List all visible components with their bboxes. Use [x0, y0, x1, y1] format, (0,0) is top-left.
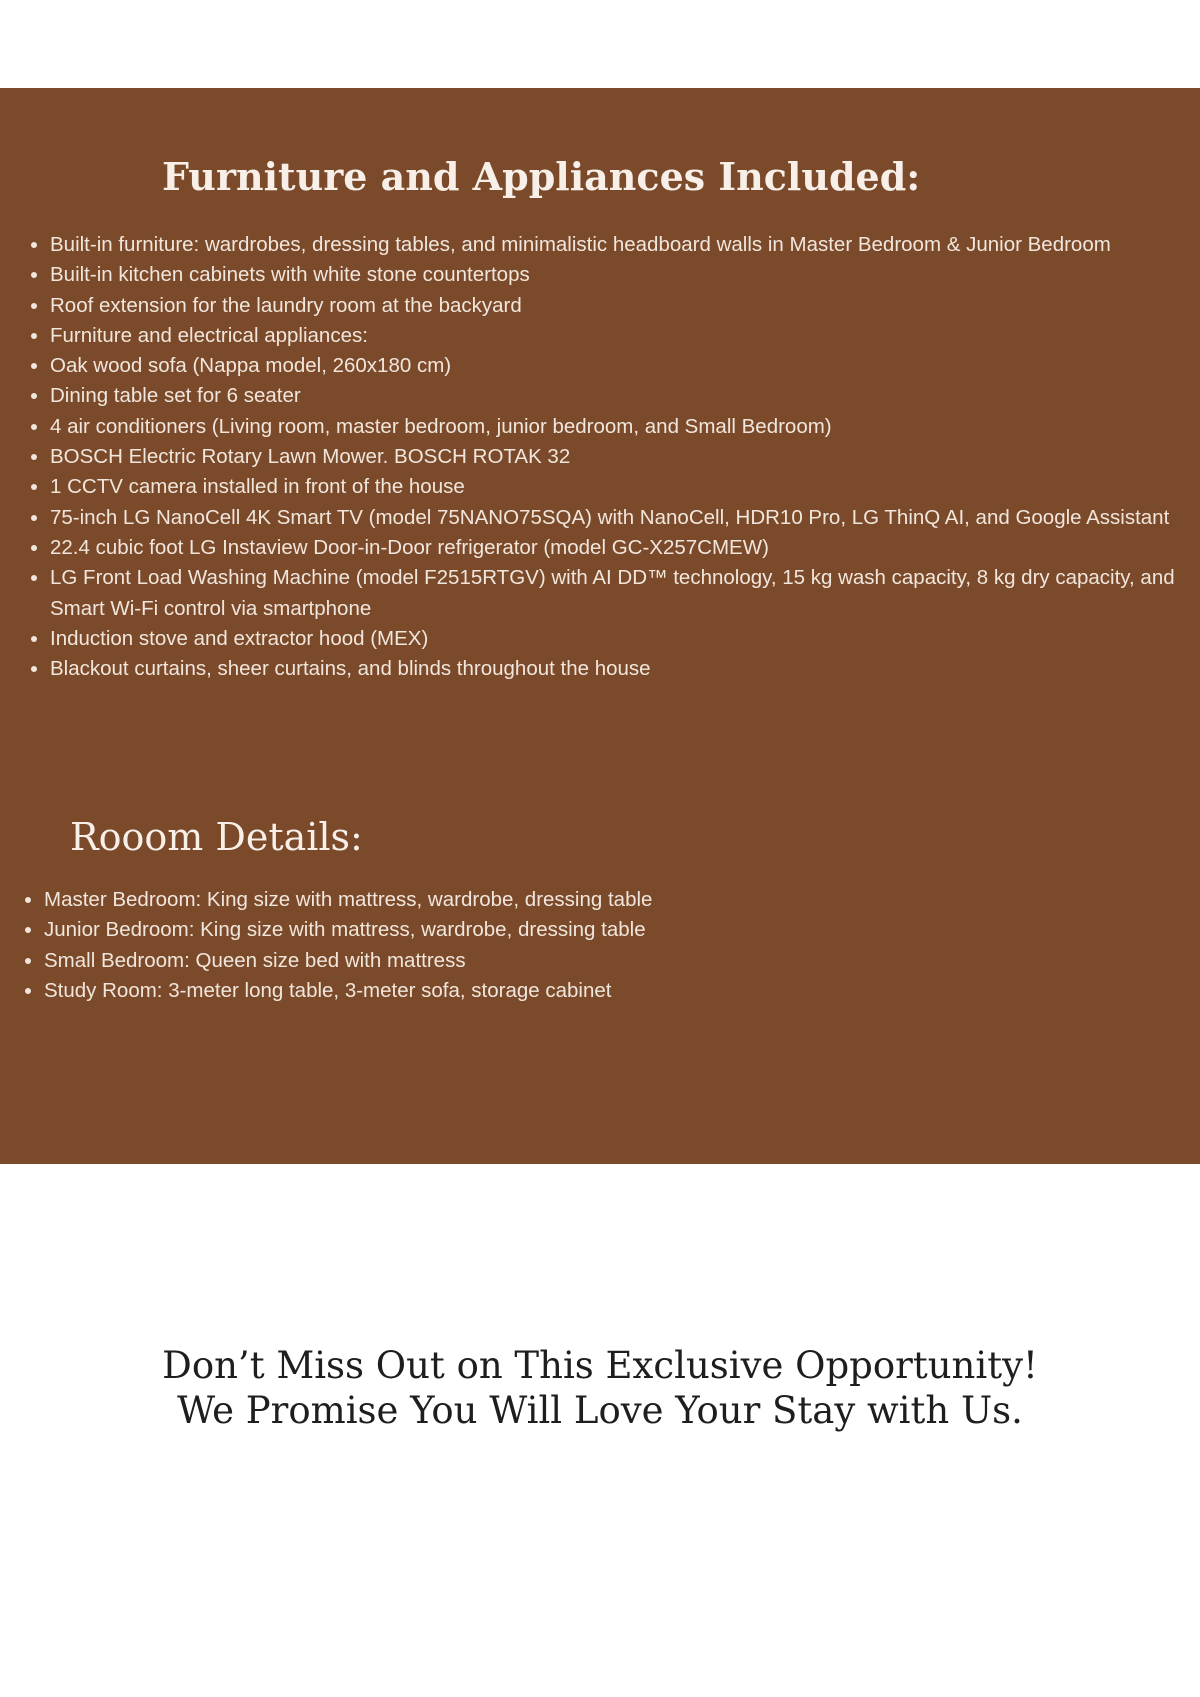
list-item: • Dining table set for 6 seater [50, 381, 1200, 411]
list-item: • Furniture and electrical appliances: [50, 321, 1200, 351]
list-item: • Built-in furniture: wardrobes, dressing tables, and minimalistic headboard walls in Master Bedroom & Junior Bedroom [50, 230, 1200, 260]
list-item: • 1 CCTV camera installed in front of the house [50, 472, 1200, 502]
list-item: • Small Bedroom: Queen size bed with mattress [44, 946, 1194, 976]
list-item: • Roof extension for the laundry room at the backyard [50, 291, 1200, 321]
list-item: • 75-inch LG NanoCell 4K Smart TV (model 75NANO75SQA) with NanoCell, HDR10 Pro, LG ThinQ AI, and Google Assistant [50, 503, 1200, 533]
closing-message [0, 1343, 1200, 1433]
list-item: • Oak wood sofa (Nappa model, 260x180 cm) [50, 351, 1200, 381]
details-panel [0, 88, 1200, 1164]
list-item: • Built-in kitchen cabinets with white stone countertops [50, 260, 1200, 290]
room-details-list [18, 885, 1194, 1006]
closing-line-1: Don’t Miss Out on This Exclusive Opportunity! [162, 1344, 1038, 1387]
furniture-section-title: Furniture and Appliances Included: [162, 154, 921, 199]
list-item: • Study Room: 3-meter long table, 3-meter sofa, storage cabinet [44, 976, 1194, 1006]
closing-line-2: We Promise You Will Love Your Stay with Us. [177, 1389, 1023, 1432]
list-item: • Master Bedroom: King size with mattress, wardrobe, dressing table [44, 885, 1194, 915]
list-item: • BOSCH Electric Rotary Lawn Mower. BOSCH ROTAK 32 [50, 442, 1200, 472]
list-item: • Blackout curtains, sheer curtains, and blinds throughout the house [50, 654, 1200, 684]
list-item: • LG Front Load Washing Machine (model F2515RTGV) with AI DD™ technology, 15 kg wash capacity, 8 kg dry capacity, and Smart Wi-Fi control via smartphone [50, 563, 1200, 624]
list-item: • Induction stove and extractor hood (MEX) [50, 624, 1200, 654]
list-item: • 4 air conditioners (Living room, master bedroom, junior bedroom, and Small Bedroom) [50, 412, 1200, 442]
room-details-title: Rooom Details: [70, 815, 363, 859]
list-item: • Junior Bedroom: King size with mattress, wardrobe, dressing table [44, 915, 1194, 945]
list-item: • 22.4 cubic foot LG Instaview Door-in-Door refrigerator (model GC-X257CMEW) [50, 533, 1200, 563]
furniture-list [24, 230, 1200, 684]
